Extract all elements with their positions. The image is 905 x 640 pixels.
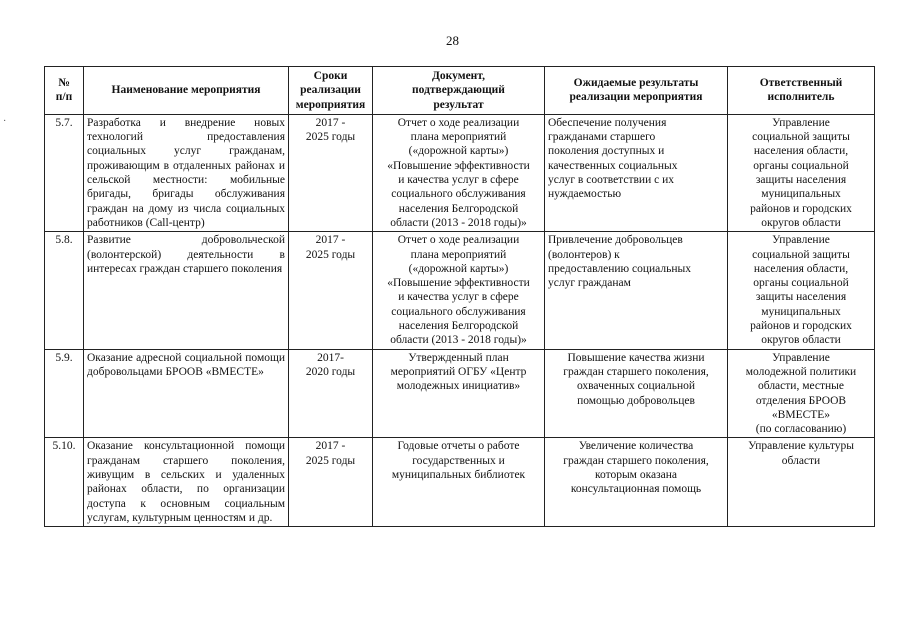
row-num: 5.7.: [45, 114, 84, 231]
row-results: Увеличение количества граждан старшего поколения, которым оказана консультационная помощь: [545, 438, 728, 527]
row-term: 2017 - 2025 годы: [289, 438, 373, 527]
header-name: Наименование мероприятия: [84, 67, 289, 115]
row-document: Отчет о ходе реализации плана мероприятий («дорожной карты») «Повышение эффективности и качества услуг в сфере социального обслуживания населения Белгородской области (2013 - 2018 годы)»: [373, 232, 545, 349]
header-term: Сроки реализации мероприятия: [289, 67, 373, 115]
measures-table: [44, 66, 875, 527]
row-term: 2017- 2020 годы: [289, 349, 373, 438]
header-num: № п/п: [45, 67, 84, 115]
row-name: Оказание консультационной помощи гражданам старшего поколения, живущим в сельских и удаленных районах области, по организации доступа к основным социальным услугам, культурным ценностям и др.: [84, 438, 289, 527]
row-document: Годовые отчеты о работе государственных и муниципальных библиотек: [373, 438, 545, 527]
table-row: [45, 232, 875, 349]
row-results: Привлечение добровольцев (волонтеров) к предоставлению социальных услуг гражданам: [545, 232, 728, 349]
header-results: Ожидаемые результаты реализации мероприятия: [545, 67, 728, 115]
header-document: Документ, подтверждающий результат: [373, 67, 545, 115]
row-results: Обеспечение получения гражданами старшего поколения доступных и качественных социальных услуг в соответствии с их нуждаемостью: [545, 114, 728, 231]
row-document: Отчет о ходе реализации плана мероприятий («дорожной карты») «Повышение эффективности и качества услуг в сфере социального обслуживания населения Белгородской области (2013 - 2018 годы)»: [373, 114, 545, 231]
page-number: 28: [446, 33, 459, 48]
table-row: [45, 438, 875, 527]
row-num: 5.8.: [45, 232, 84, 349]
row-name: Развитие добровольческой (волонтерской) деятельности в интересах граждан старшего поколения: [84, 232, 289, 349]
row-num: 5.9.: [45, 349, 84, 438]
row-executor: Управление социальной защиты населения области, органы социальной защиты населения муниципальных районов и городских округов области: [728, 114, 875, 231]
table-row: [45, 349, 875, 438]
row-executor: Управление молодежной политики области, местные отделения БРООВ «ВМЕСТЕ» (по согласованию): [728, 349, 875, 438]
row-term: 2017 - 2025 годы: [289, 114, 373, 231]
row-name: Оказание адресной социальной помощи добровольцами БРООВ «ВМЕСТЕ»: [84, 349, 289, 438]
row-executor: Управление культуры области: [728, 438, 875, 527]
row-num: 5.10.: [45, 438, 84, 527]
row-document: Утвержденный план мероприятий ОГБУ «Центр молодежных инициатив»: [373, 349, 545, 438]
row-name: Разработка и внедрение новых технологий предоставления социальных услуг гражданам, проживающим в отдаленных районах и сельской местности: мобильные бригады, бригады обслуживания граждан на дому из числа социальных работников (Call-центр): [84, 114, 289, 231]
row-term: 2017 - 2025 годы: [289, 232, 373, 349]
table-header-row: [45, 67, 875, 115]
row-executor: Управление социальной защиты населения области, органы социальной защиты населения муниципальных районов и городских округов области: [728, 232, 875, 349]
margin-mark: ·: [3, 116, 7, 127]
row-results: Повышение качества жизни граждан старшего поколения, охваченных социальной помощью добровольцев: [545, 349, 728, 438]
header-executor: Ответственный исполнитель: [728, 67, 875, 115]
table-row: [45, 114, 875, 231]
